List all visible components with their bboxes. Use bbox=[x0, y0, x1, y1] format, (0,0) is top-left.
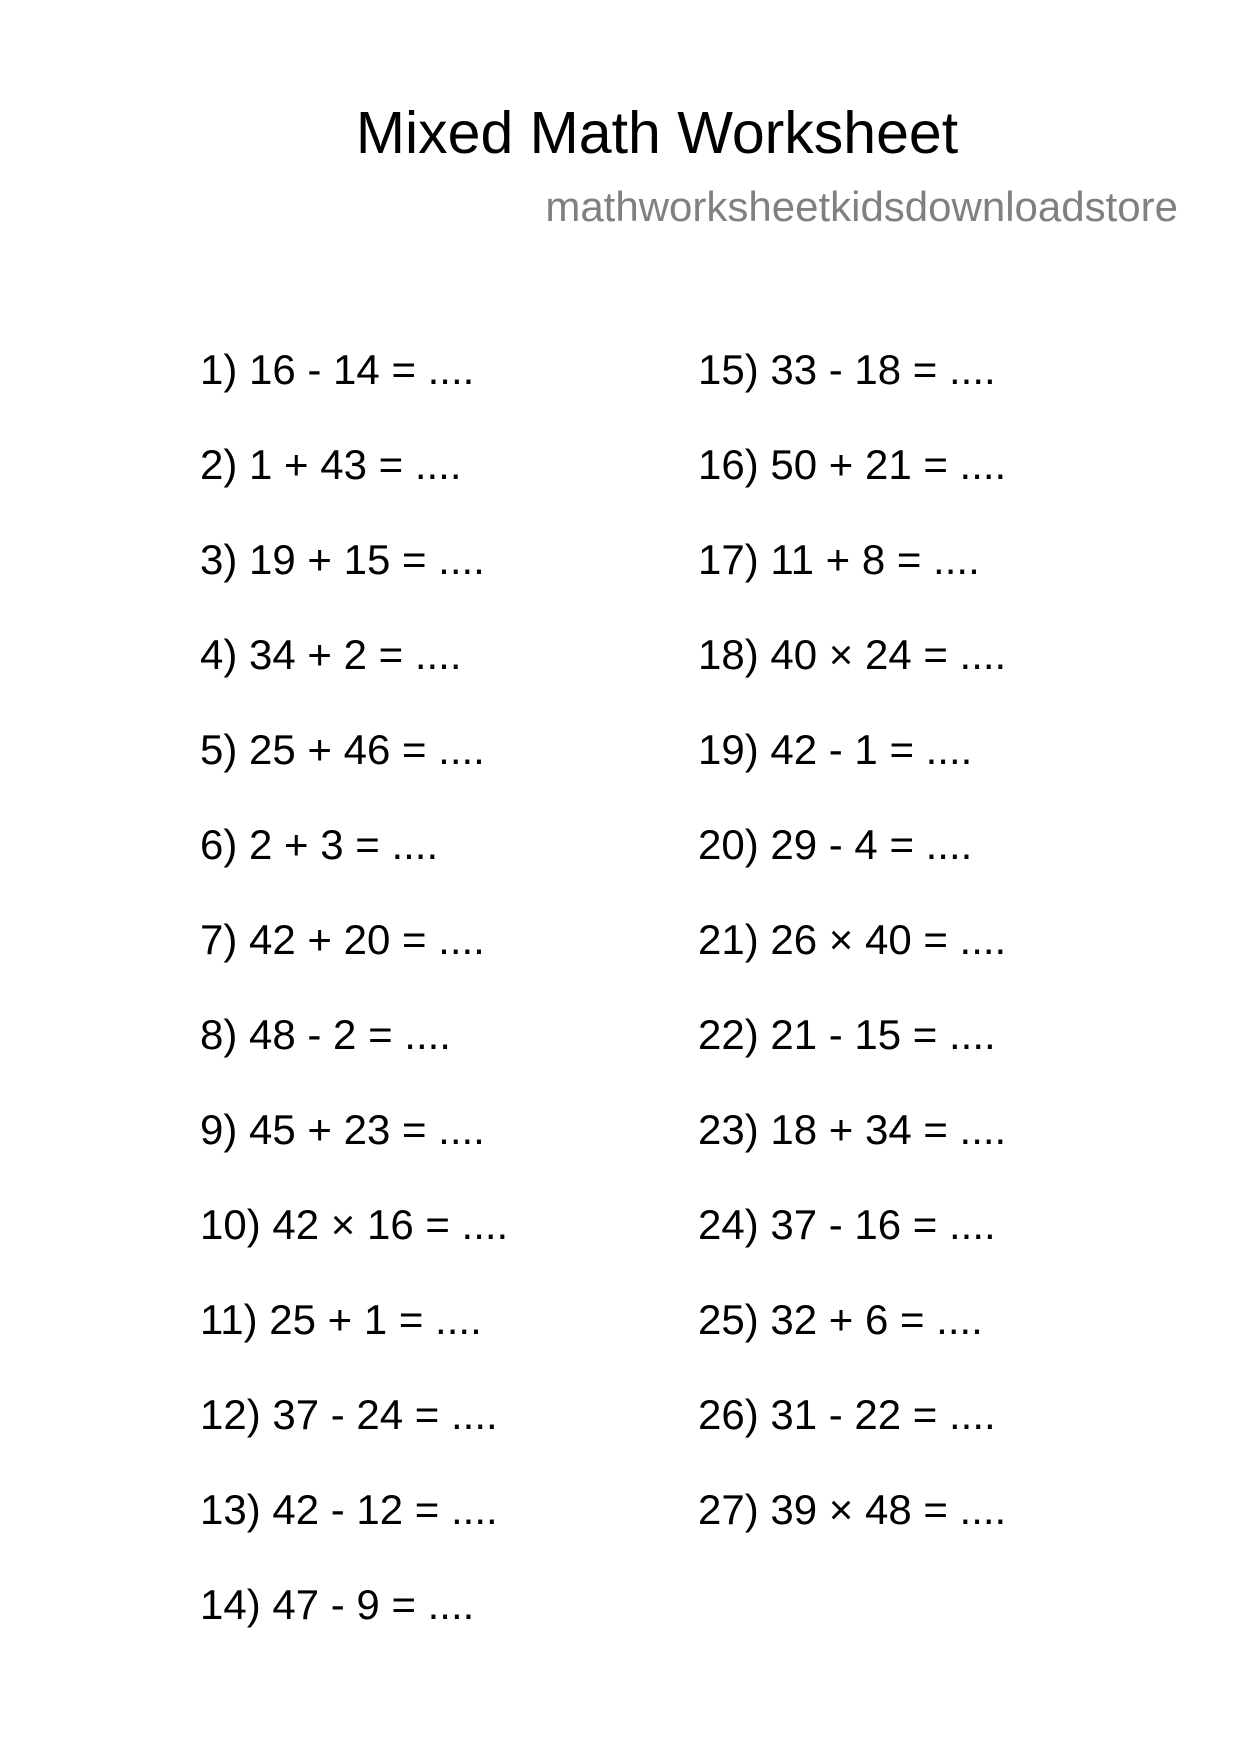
problem-13: 13) 42 - 12 = .... bbox=[200, 1486, 498, 1533]
problem-4: 4) 34 + 2 = .... bbox=[200, 631, 462, 678]
problem-7: 7) 42 + 20 = .... bbox=[200, 916, 485, 963]
problem-1: 1) 16 - 14 = .... bbox=[200, 346, 475, 393]
problem-8: 8) 48 - 2 = .... bbox=[200, 1011, 451, 1058]
problem-16: 16) 50 + 21 = .... bbox=[698, 441, 1007, 488]
problem-5: 5) 25 + 46 = .... bbox=[200, 726, 485, 773]
problem-10: 10) 42 × 16 = .... bbox=[200, 1201, 509, 1248]
problem-2: 2) 1 + 43 = .... bbox=[200, 441, 462, 488]
problem-26: 26) 31 - 22 = .... bbox=[698, 1391, 996, 1438]
worksheet-subtitle: mathworksheetkidsdownloadstore bbox=[545, 183, 1178, 230]
problem-9: 9) 45 + 23 = .... bbox=[200, 1106, 485, 1153]
problem-25: 25) 32 + 6 = .... bbox=[698, 1296, 983, 1343]
problem-21: 21) 26 × 40 = .... bbox=[698, 916, 1007, 963]
problem-3: 3) 19 + 15 = .... bbox=[200, 536, 485, 583]
problem-24: 24) 37 - 16 = .... bbox=[698, 1201, 996, 1248]
problem-19: 19) 42 - 1 = .... bbox=[698, 726, 973, 773]
problem-17: 17) 11 + 8 = .... bbox=[698, 536, 980, 583]
problem-22: 22) 21 - 15 = .... bbox=[698, 1011, 996, 1058]
problem-12: 12) 37 - 24 = .... bbox=[200, 1391, 498, 1438]
problem-20: 20) 29 - 4 = .... bbox=[698, 821, 973, 868]
problem-23: 23) 18 + 34 = .... bbox=[698, 1106, 1007, 1153]
problem-18: 18) 40 × 24 = .... bbox=[698, 631, 1007, 678]
problem-6: 6) 2 + 3 = .... bbox=[200, 821, 439, 868]
problem-14: 14) 47 - 9 = .... bbox=[200, 1581, 475, 1628]
problem-27: 27) 39 × 48 = .... bbox=[698, 1486, 1007, 1533]
problem-15: 15) 33 - 18 = .... bbox=[698, 346, 996, 393]
worksheet-title: Mixed Math Worksheet bbox=[355, 100, 959, 166]
problem-11: 11) 25 + 1 = .... bbox=[200, 1296, 482, 1343]
